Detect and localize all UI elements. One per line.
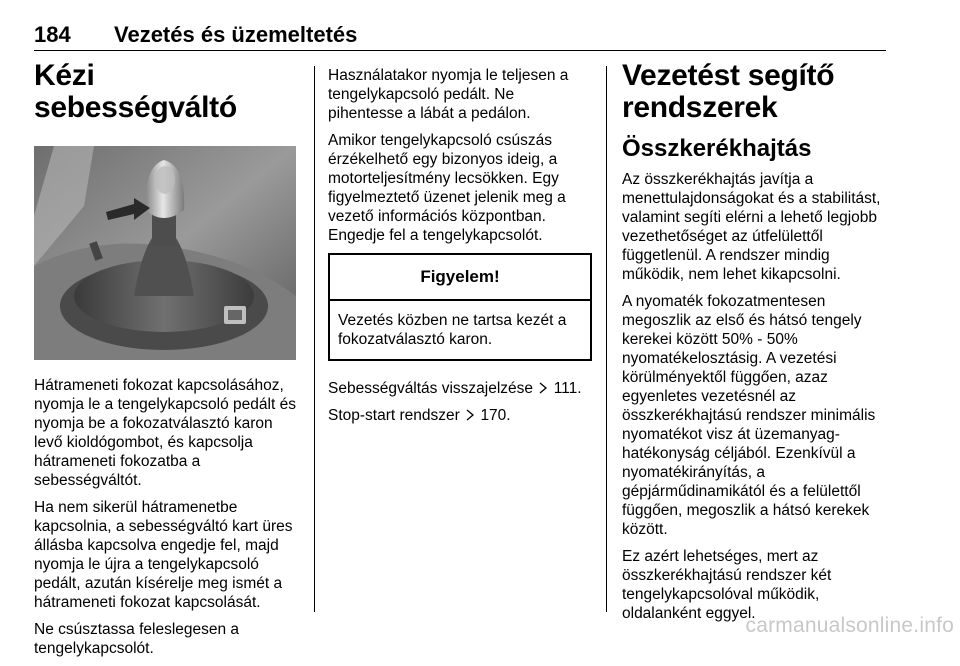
paragraph: Ne csúsztassa feleslegesen a tengelykapcsolót. — [34, 621, 240, 657]
subsection-title-awd: Összkerékhajtás — [622, 135, 812, 162]
page-reference-arrow-icon — [465, 409, 475, 421]
paragraph: Amikor tengelykapcsoló csúszás érzékelhető egy bizonyos ideig, a motorteljesítmény lecsökken. Egy figyelmeztető üzenet jelenik meg a vezető információs központban. Engedje fel a tengelykapcsolót. — [328, 132, 566, 244]
paragraph: Ez azért lehetséges, mert az összkerékhajtású rendszer két tengelykapcsolóval működik, oldalanként eggyel. — [622, 548, 832, 622]
cross-reference-shift-indicator[interactable] — [328, 379, 592, 398]
paragraph: Ha nem sikerül hátramenetbe kapcsolnia, a sebességváltó kart üres állásba kapcsolva engedje fel, majd nyomja le újra a tengelykapcsoló pedált, azután kísérelje meg ismét a hátrameneti fokozat kapcsolását. — [34, 499, 293, 611]
page-reference-arrow-icon — [538, 382, 548, 394]
watermark: carmanualsonline.info — [745, 614, 954, 637]
chapter-title: Vezetés és üzemeltetés — [114, 22, 358, 47]
reference-page: 111. — [553, 380, 582, 397]
paragraph: Az összkerékhajtás javítja a menettulajdonságokat és a stabilitást, valamint segíti elérni a lehető legjobb vezethetőséget az útfelülettől függetlenül. A rendszer mindig működik, nem lehet kikapcsolni. — [622, 171, 881, 283]
section-title-driver-assistance: Vezetést segítő rendszerek — [622, 59, 835, 124]
paragraph: Használatakor nyomja le teljesen a tengelykapcsoló pedált. Ne pihentesse a lábát a pedálon. — [328, 67, 569, 122]
page-header — [34, 20, 886, 51]
page-number: 184 — [34, 22, 71, 47]
section-title-manual-transmission: Kézi sebességváltó — [34, 59, 237, 124]
paragraph: Hátrameneti fokozat kapcsolásához, nyomja le a tengelykapcsoló pedált és nyomja be a fokozatválasztó karon levő kioldógombot, és kapcsolja hátrameneti fokozatba a sebességváltót. — [34, 377, 296, 489]
caution-notice-box — [328, 253, 592, 361]
middle-column — [328, 66, 592, 433]
gear-shift-illustration — [34, 146, 296, 360]
column-divider — [606, 66, 607, 612]
notice-body: Vezetés közben ne tartsa kezét a fokozatválasztó karon. — [338, 312, 567, 348]
cross-reference-stop-start[interactable] — [328, 406, 592, 425]
right-column — [622, 60, 890, 631]
paragraph: A nyomaték fokozatmentesen megoszlik az első és hátsó tengely kerekei között 50% - 50% nyomatékelosztásig. A vezetési körülményektől függően, azaz egyenletes vezetésnél az összkerékhajtású rendszer minimális nyomatékot visz át üzemanyag-hatékonyság céljából. Ezenkívül a nyomatékirányítás, a gépjárműdinamikától és a felülettől függően, megoszlik a hátsó kerekek között. — [622, 293, 876, 538]
column-divider — [314, 66, 315, 612]
reference-text: Sebességváltás visszajelzése — [328, 380, 534, 397]
gear-shift-knob-image — [34, 146, 296, 360]
reference-page: 170. — [480, 407, 511, 424]
left-column — [34, 60, 300, 666]
reference-text: Stop-start rendszer — [328, 407, 460, 424]
notice-title: Figyelem! — [330, 255, 590, 301]
